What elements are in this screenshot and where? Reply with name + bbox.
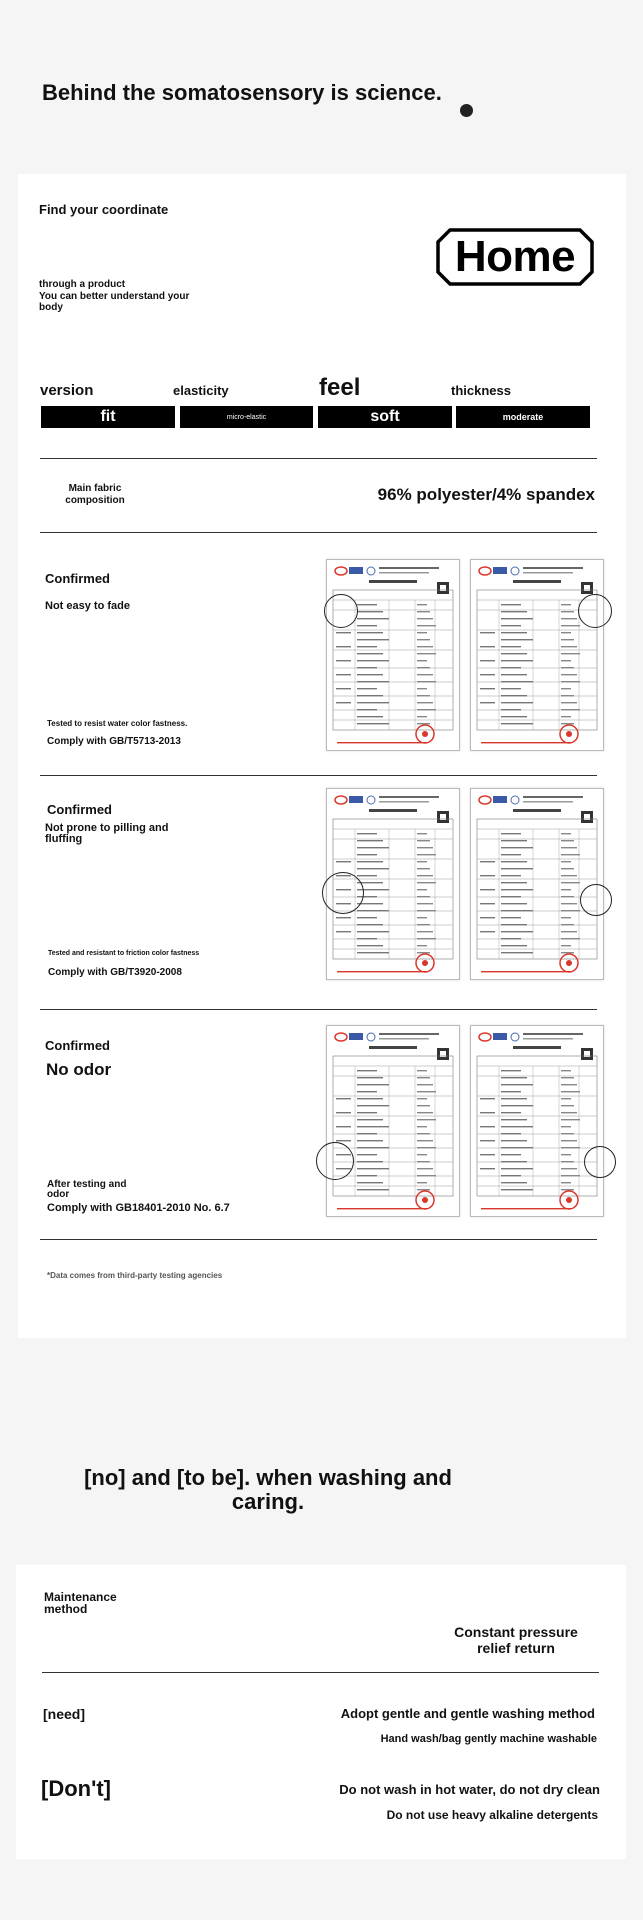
attr-value-moderate: moderate [456,406,590,428]
divider [40,458,597,459]
divider [40,1009,597,1010]
divider [40,775,597,776]
care-title: [no] and [to be]. when washing and caring. [84,1465,452,1514]
dont-item: Do not use heavy alkaline detergents [386,1808,598,1822]
attr-label-elasticity: elasticity [173,383,229,398]
highlight-circle [324,594,358,628]
cert-standard: Comply with GB/T3920-2008 [48,967,182,978]
cert-test-note: Tested and resistant to friction color fastness [48,950,200,957]
cert-claim: Not prone to pilling and fluffing [45,822,169,845]
cert-test-note: After testing and odor [47,1179,127,1200]
cert-standard: Comply with GB18401-2010 No. 6.7 [47,1202,230,1214]
test-report-document [470,559,604,751]
cert-confirmed-label: Confirmed [45,1038,110,1053]
maintenance-label: Maintenance method [44,1590,117,1616]
need-item: Adopt gentle and gentle washing method [340,1706,595,1721]
divider [40,532,597,533]
fabric-value: 96% polyester/4% spandex [377,485,595,504]
understand-text: through a product You can better understand your body [39,279,190,313]
report-illustration [327,560,459,750]
test-report-document [326,559,460,751]
footnote: *Data comes from third-party testing agencies [47,1271,223,1280]
find-coordinate-label: Find your coordinate [39,202,169,217]
dont-label: [Don't] [41,1776,111,1801]
home-badge [436,228,594,286]
need-item: Hand wash/bag gently machine washable [380,1733,597,1745]
test-report-document [326,1025,460,1217]
highlight-circle [316,1142,354,1180]
science-title: Behind the somatosensory is science. [42,80,442,105]
maintenance-value: Constant pressure relief return [454,1624,578,1656]
attr-value-micro-elastic: micro-elastic [180,406,313,428]
cert-claim: Not easy to fade [45,600,130,612]
highlight-circle [580,884,612,916]
report-illustration [471,789,603,979]
highlight-circle [584,1146,616,1178]
highlight-circle [322,872,364,914]
report-illustration [471,1026,603,1216]
test-report-document [470,1025,604,1217]
need-label: [need] [43,1706,85,1722]
report-illustration [471,560,603,750]
cert-confirmed-label: Confirmed [47,802,112,817]
badge-text: Home [454,232,576,281]
attr-value-soft: soft [318,406,452,428]
attr-value-fit: fit [41,406,175,428]
test-report-document [470,788,604,980]
divider [40,1239,597,1240]
divider [42,1672,599,1673]
attr-label-thickness: thickness [451,383,511,398]
cert-test-note: Tested to resist water color fastness. [47,719,188,728]
highlight-circle [578,594,612,628]
dont-item: Do not wash in hot water, do not dry clean [339,1782,600,1797]
attr-label-version: version [40,382,94,399]
fabric-label: Main fabric composition [65,483,125,506]
cert-confirmed-label: Confirmed [45,571,110,586]
report-illustration [327,1026,459,1216]
cert-standard: Comply with GB/T5713-2013 [47,736,181,747]
cert-claim: No odor [46,1060,112,1079]
ink-dot-icon [460,104,473,117]
attr-label-feel: feel [319,374,361,401]
